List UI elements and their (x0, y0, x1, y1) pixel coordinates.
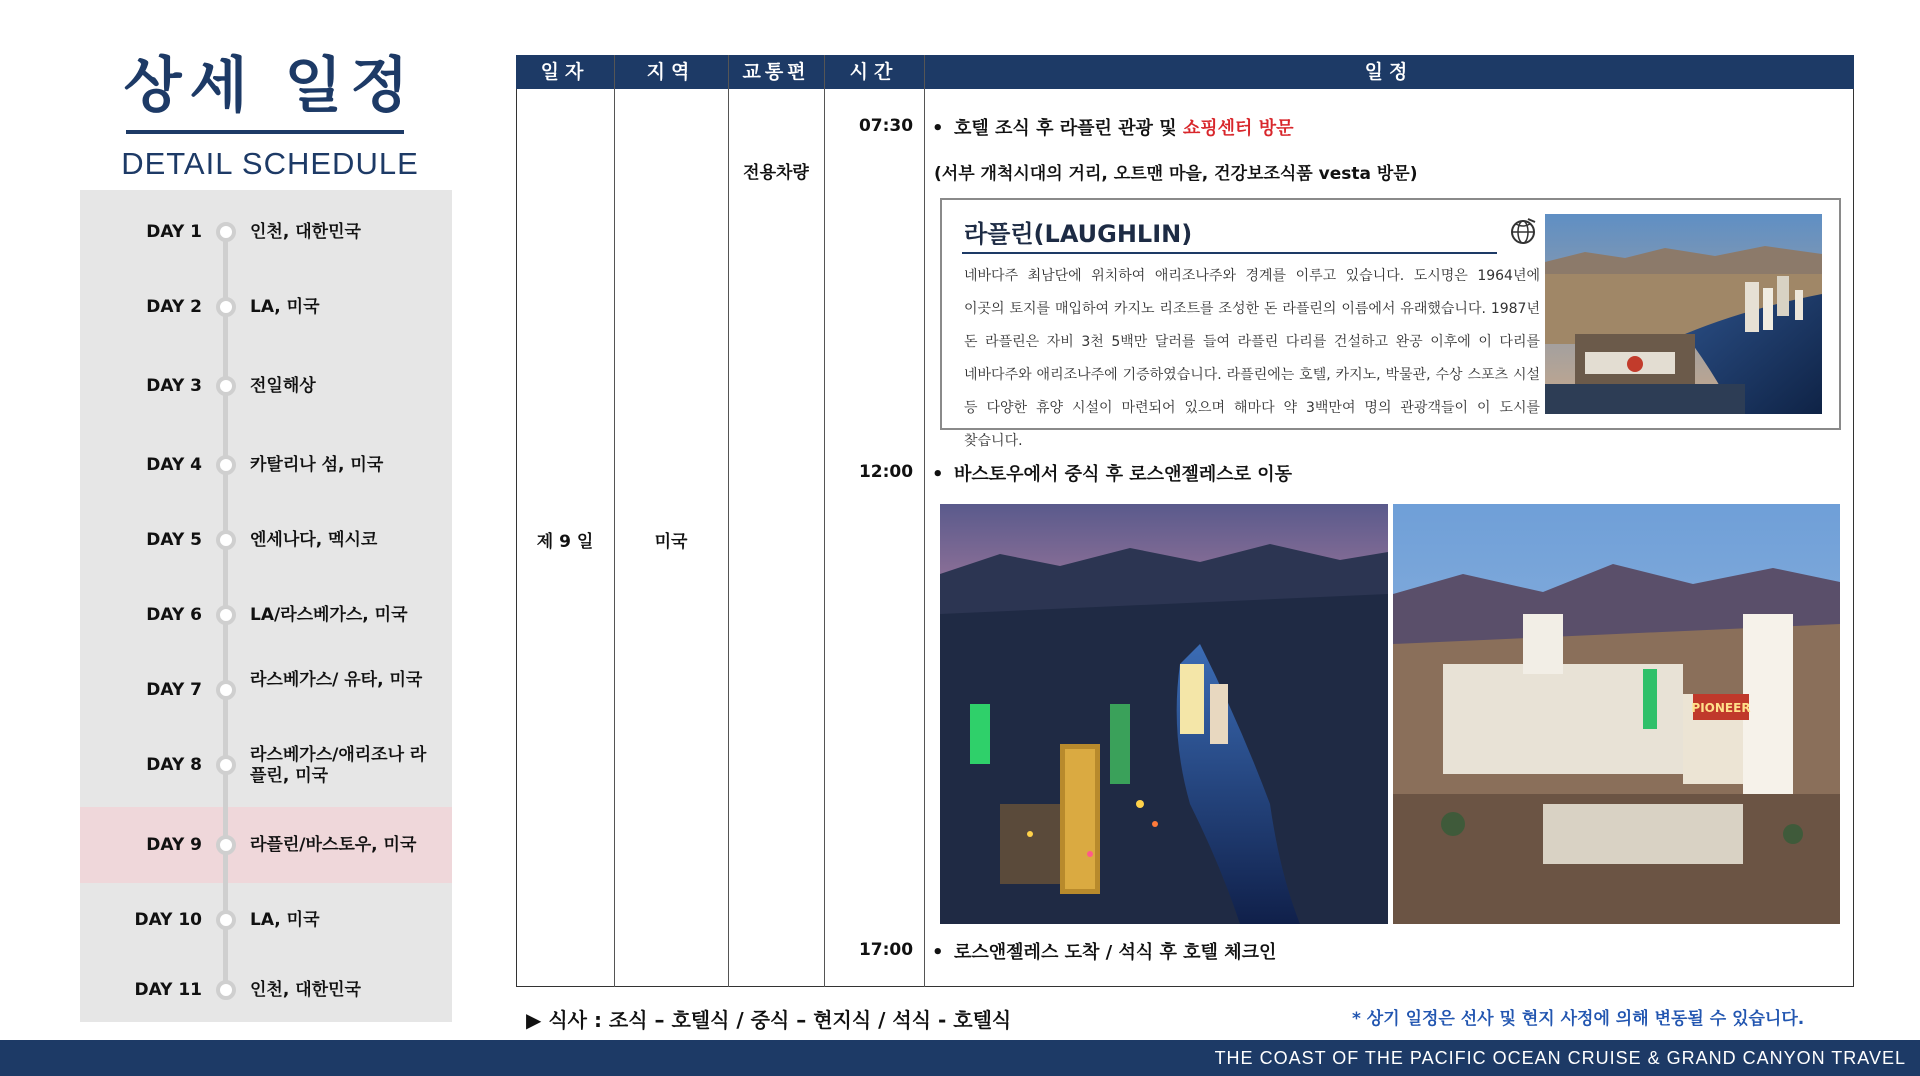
footer-tagline: THE COAST OF THE PACIFIC OCEAN CRUISE & GRAND CANYON TRAVEL (1214, 1048, 1906, 1068)
timeline-dot (216, 835, 236, 855)
day-place: 엔세나다, 멕시코 (250, 530, 378, 550)
table-header (516, 55, 1854, 89)
schedule-note: (서부 개척시대의 거리, 오트맨 마을, 건강보조식품 vesta 방문) (934, 164, 1418, 184)
pioneer-sign: PIONEER (1691, 701, 1751, 715)
day-place: 인천, 대한민국 (250, 222, 361, 242)
day-label: DAY 10 (134, 910, 202, 930)
day-item[interactable] (80, 427, 452, 503)
timeline-dot (216, 755, 236, 775)
timeline-dot (216, 680, 236, 700)
timeline-dot (216, 910, 236, 930)
timeline-dot (216, 980, 236, 1000)
day-number-cell: 제 9 일 (536, 532, 594, 552)
day-item[interactable] (80, 502, 452, 578)
time-1700: 17:00 (858, 940, 914, 960)
timeline-dot (216, 222, 236, 242)
day-place: 카탈리나 섬, 미국 (250, 455, 384, 475)
day-place: 인천, 대한민국 (250, 980, 361, 1000)
schedule-disclaimer: * 상기 일정은 선사 및 현지 사정에 의해 변동될 수 있습니다. (1352, 1009, 1805, 1029)
day-item[interactable] (80, 577, 452, 653)
day-place: LA, 미국 (250, 297, 320, 317)
day-item[interactable] (80, 269, 452, 345)
bullet: • (932, 118, 944, 139)
day-label: DAY 7 (146, 680, 202, 700)
day-label: DAY 8 (146, 755, 202, 775)
title-underline (126, 130, 404, 134)
info-title-rule (962, 252, 1497, 254)
day-item[interactable] (80, 194, 452, 270)
day-label: DAY 2 (146, 297, 202, 317)
column-divider (614, 55, 615, 987)
bullet: • (932, 464, 944, 485)
day-item[interactable] (80, 882, 452, 958)
header-transport: 교통편 (742, 61, 810, 83)
time-1200: 12:00 (858, 462, 914, 482)
day-place: 전일해상 (250, 376, 316, 396)
day-label: DAY 5 (146, 530, 202, 550)
day-item[interactable] (80, 952, 452, 1028)
bullet: • (932, 942, 944, 963)
region-cell: 미국 (654, 532, 688, 552)
schedule-item-morning (932, 114, 1293, 140)
day-item[interactable] (80, 652, 452, 728)
schedule-text: 바스토우에서 중식 후 로스앤젤레스로 이동 (954, 464, 1293, 485)
time-0730: 07:30 (858, 116, 914, 136)
day-label: DAY 4 (146, 455, 202, 475)
timeline-dot (216, 376, 236, 396)
info-description: 네바다주 최남단에 위치하여 애리조나주와 경계를 이루고 있습니다. 도시명은 1964년에 이곳의 토지를 매입하여 카지노 리조트를 조성한 돈 라플린의 이름에서 유래했습니다. 1987년 돈 라플린은 자비 3천 5백만 달러를 들여 라플린 다리를 건설하고 완공 이후에 이 다리를 네바다주와 애리조나주에 기증하였습니다. 라플린에는 호텔, 카지노, 박물관, 수상 스포츠 시설 등 다양한 휴양 시설이 마련되어 있으며 해마다 약 3백만여 명의 관광객들이 이 도시를 찾습니다. (964, 268, 1540, 449)
header-date: 일자 (540, 61, 590, 83)
schedule-item-lunch (932, 460, 1292, 486)
day-item[interactable] (80, 727, 452, 803)
globe-icon (1508, 216, 1538, 246)
day-label: DAY 3 (146, 376, 202, 396)
header-region: 지역 (646, 61, 696, 83)
day-place: 라스베가스/애리조나 라플린, 미국 (250, 745, 427, 786)
column-divider (824, 55, 825, 987)
page-subtitle: DETAIL SCHEDULE (121, 146, 419, 181)
day-place: 라플린/바스토우, 미국 (250, 835, 417, 855)
footer-bar (0, 1040, 1920, 1076)
column-divider (728, 55, 729, 987)
timeline-dot (216, 605, 236, 625)
day-label: DAY 1 (146, 222, 202, 242)
header-time: 시간 (849, 61, 899, 83)
header-schedule: 일정 (1364, 61, 1414, 83)
transport-cell: 전용차량 (743, 163, 809, 183)
laughlin-info-box (940, 198, 1841, 449)
schedule-text: 호텔 조식 후 라플린 관광 및 (954, 118, 1183, 139)
timeline-dot (216, 530, 236, 550)
timeline-dot (216, 297, 236, 317)
timeline-dot (216, 455, 236, 475)
day-place: LA/라스베가스, 미국 (250, 605, 408, 625)
column-divider (924, 55, 925, 987)
day-label: DAY 6 (146, 605, 202, 625)
schedule-text: 로스앤젤레스 도착 / 석식 후 호텔 체크인 (954, 942, 1277, 963)
info-title: 라플린(LAUGHLIN) (964, 220, 1193, 248)
day-place: LA, 미국 (250, 910, 320, 930)
day-place: 라스베가스/ 유타, 미국 (250, 670, 423, 690)
laughlin-river-night-photo (940, 504, 1388, 924)
laughlin-aerial-photo (1545, 214, 1822, 414)
day-item[interactable] (80, 348, 452, 424)
day-label: DAY 9 (146, 835, 202, 855)
page-title: 상세 일정 (123, 51, 417, 121)
meal-info: ▶ 식사 : 조식 – 호텔식 / 중식 – 현지식 / 석식 - 호텔식 (526, 1008, 1012, 1032)
day-label: DAY 11 (134, 980, 202, 1000)
shopping-highlight: 쇼핑센터 방문 (1182, 118, 1294, 139)
day-item[interactable] (80, 807, 452, 883)
schedule-item-evening (932, 938, 1276, 964)
laughlin-casino-photo (1393, 504, 1840, 924)
